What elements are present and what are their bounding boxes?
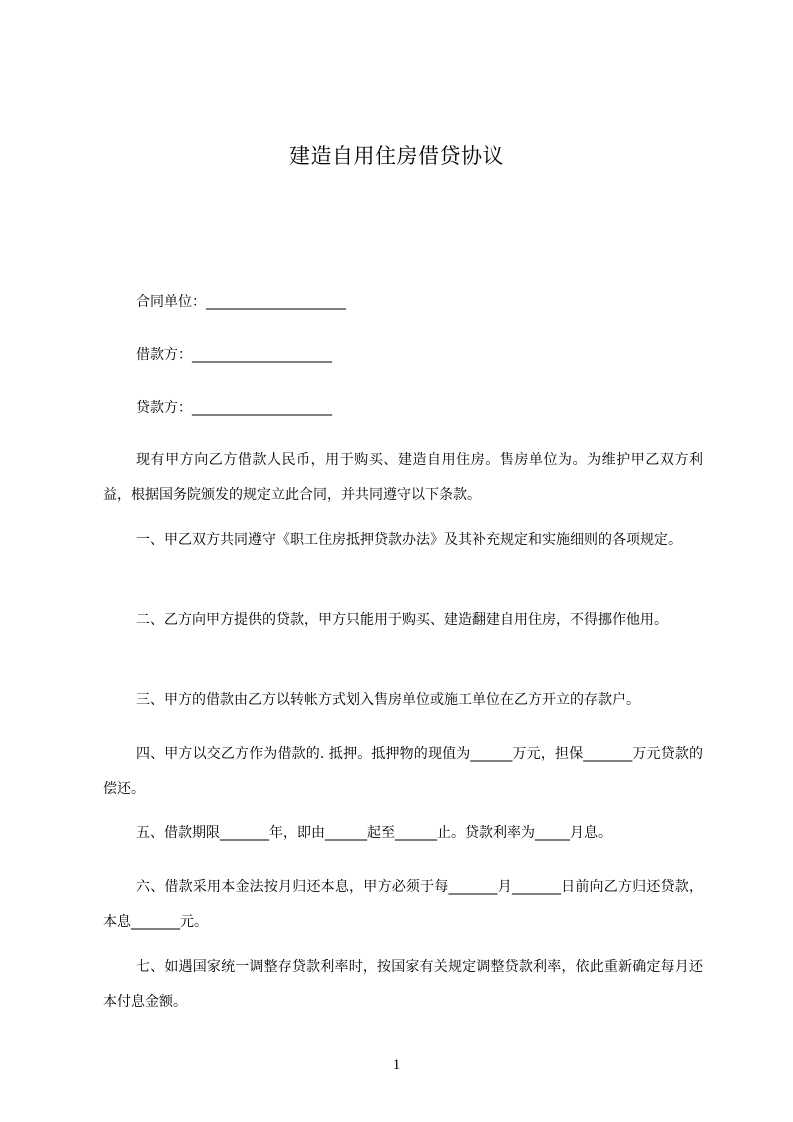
lender-field: 贷款方：____________________ bbox=[136, 400, 332, 416]
clause-3: 三、甲方的借款由乙方以转帐方式划入售房单位或施工单位在乙方开立的存款户。 bbox=[136, 692, 640, 708]
clause-2: 二、乙方向甲方提供的贷款，甲方只能用于购买、建造翻建自用住房，不得挪作他用。 bbox=[136, 612, 668, 628]
contract-unit-field: 合同单位：____________________ bbox=[136, 294, 346, 310]
intro-paragraph: 现有甲方向乙方借款人民币，用于购买、建造自用住房。售房单位为。为维护甲乙双方利益，根据国务院颁发的规定立此合同，并共同遵守以下条款。 bbox=[103, 452, 703, 503]
clause-1: 一、甲乙双方共同遵守《职工住房抵押贷款办法》及其补充规定和实施细则的各项规定。 bbox=[136, 532, 682, 548]
page-number: 1 bbox=[392, 1057, 401, 1073]
document-title: 建造自用住房借贷协议 bbox=[289, 144, 504, 168]
clause-4: 四、甲方以交乙方作为借款的. 抵押。抵押物的现值为______万元，担保_______万元贷款的偿还。 bbox=[103, 746, 703, 797]
clause-6: 六、借款采用本金法按月归还本息，甲方必须于每_______月_______日前向乙方归还贷款，本息_______元。 bbox=[103, 879, 703, 930]
clause-7: 七、如遇国家统一调整存贷款利率时，按国家有关规定调整贷款利率，依此重新确定每月还本付息金额。 bbox=[103, 959, 703, 1010]
clause-5: 五、借款期限_______年，即由______起至______止。贷款利率为_____月息。 bbox=[136, 825, 612, 841]
borrower-field: 借款方：____________________ bbox=[136, 347, 332, 363]
